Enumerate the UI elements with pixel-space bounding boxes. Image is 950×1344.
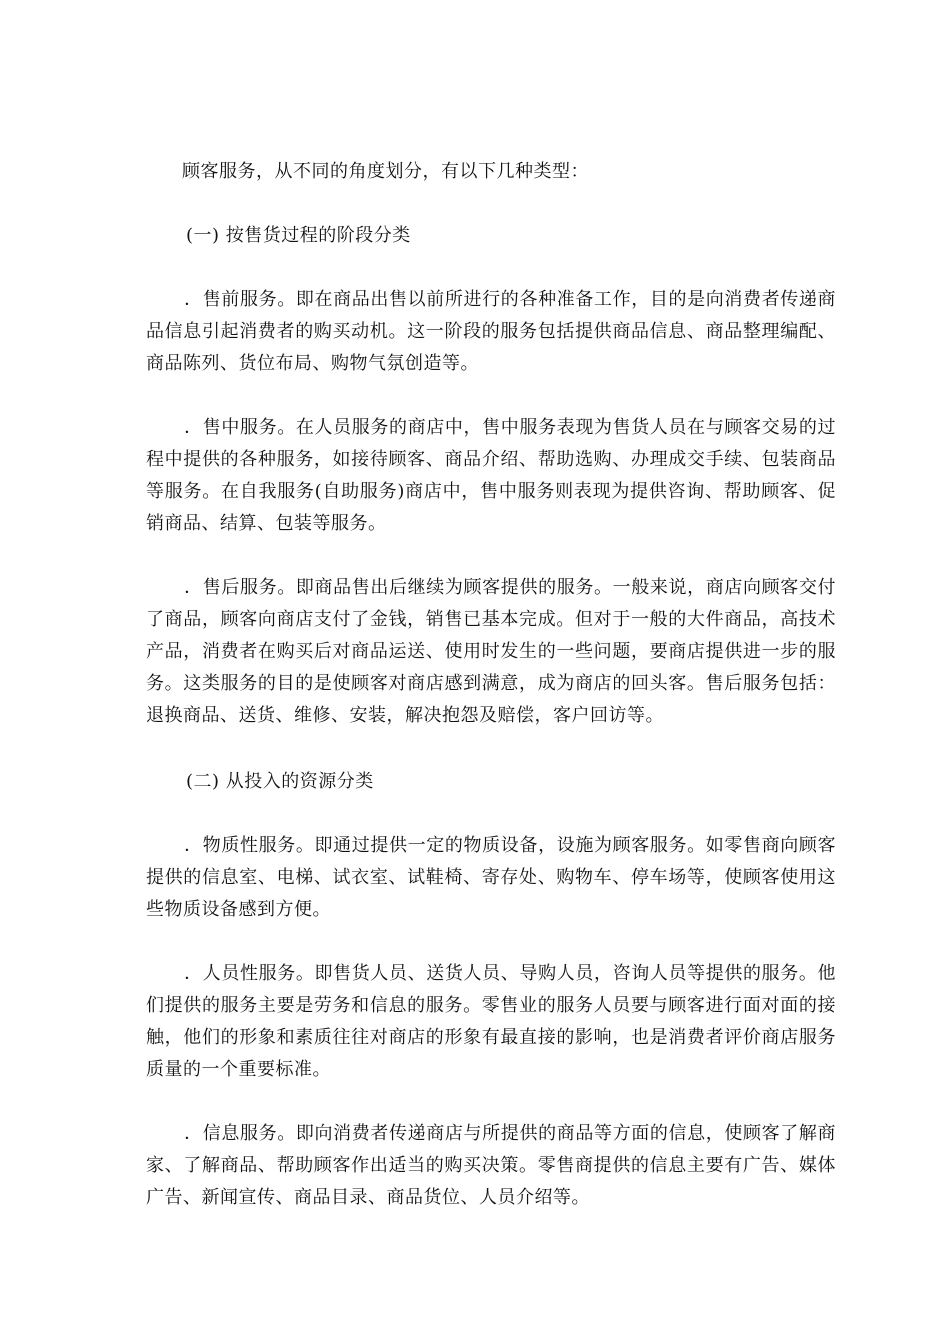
paragraph-material-service bbox=[146, 830, 836, 926]
paragraph-pre-sale-service bbox=[146, 284, 836, 380]
intro-paragraph: 顾客服务，从不同的角度划分，有以下几种类型： bbox=[182, 161, 589, 182]
paragraph-text: ．售前服务。即在商品出售以前所进行的各种准备工作，目的是向消费者传递商品信息引起消费者的购买动机。这一阶段的服务包括提供商品信息、商品整理编配、商品陈列、货位布局、购物气氛创造等。 bbox=[146, 289, 836, 374]
section-heading-resources: (二) 从投入的资源分类 bbox=[186, 771, 374, 792]
paragraph-text: ．售中服务。在人员服务的商店中，售中服务表现为售货人员在与顾客交易的过程中提供的各种服务，如接待顾客、商品介绍、帮助选购、办理成交手续、包装商品等服务。在自我服务(自助服务)商店中，售中服务则表现为提供咨询、帮助顾客、促销商品、结算、包装等服务。 bbox=[146, 417, 836, 534]
paragraph-information-service bbox=[146, 1118, 836, 1214]
paragraph-text: ．物质性服务。即通过提供一定的物质设备，设施为顾客服务。如零售商向顾客提供的信息室、电梯、试衣室、试鞋椅、寄存处、购物车、停车场等，使顾客使用这些物质设备感到方便。 bbox=[146, 835, 836, 920]
paragraph-text: ．信息服务。即向消费者传递商店与所提供的商品等方面的信息，使顾客了解商家、了解商品、帮助顾客作出适当的购买决策。零售商提供的信息主要有广告、媒体广告、新闻宣传、商品目录、商品货位、人员介绍等。 bbox=[146, 1123, 836, 1208]
section-heading-sales-stage: (一) 按售货过程的阶段分类 bbox=[186, 225, 411, 246]
paragraph-text: ．售后服务。即商品售出后继续为顾客提供的服务。一般来说，商店向顾客交付了商品，顾客向商店支付了金钱，销售已基本完成。但对于一般的大件商品，高技术产品，消费者在购买后对商品运送、使用时发生的一些问题，要商店提供进一步的服务。这类服务的目的是使顾客对商店感到满意，成为商店的回头客。售后服务包括：退换商品、送货、维修、安装，解决抱怨及赔偿，客户回访等。 bbox=[146, 577, 836, 726]
paragraph-text: ．人员性服务。即售货人员、送货人员、导购人员，咨询人员等提供的服务。他们提供的服务主要是劳务和信息的服务。零售业的服务人员要与顾客进行面对面的接触，他们的形象和素质往往对商店的形象有最直接的影响，也是消费者评价商店服务质量的一个重要标准。 bbox=[146, 963, 836, 1080]
paragraph-in-sale-service bbox=[146, 412, 836, 540]
paragraph-personnel-service bbox=[146, 958, 836, 1086]
paragraph-after-sale-service bbox=[146, 572, 836, 732]
